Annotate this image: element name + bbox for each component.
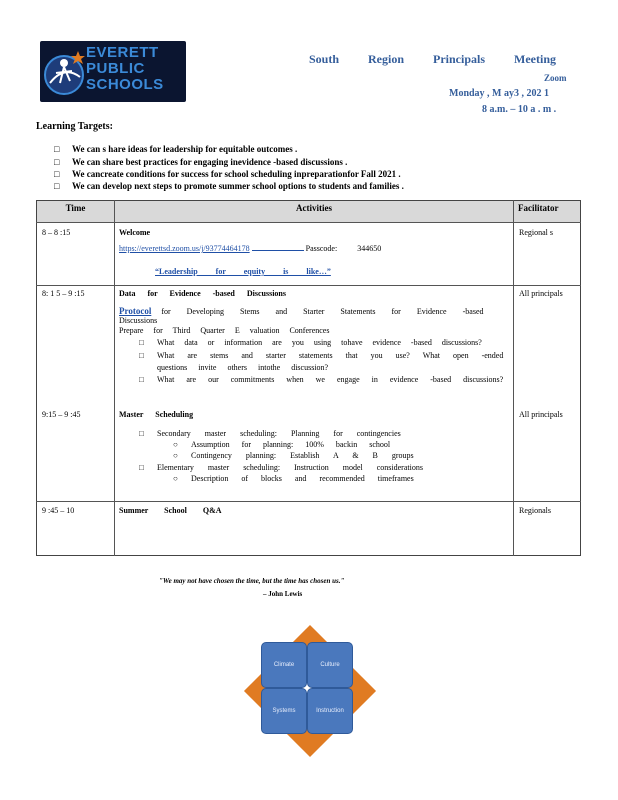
row-facilitator: Regional s [519, 228, 553, 237]
row-facilitator: Regionals [519, 506, 551, 515]
protocol-link[interactable]: Protocol [119, 306, 152, 316]
schedule-item: □ Secondary master scheduling: Planning for contingencies [139, 429, 401, 438]
learning-targets-heading: Learning Targets: [36, 121, 113, 132]
meeting-title: South Region Principals Meeting [309, 52, 557, 66]
row-title: Welcome [119, 228, 151, 237]
bullet-icon: □ [54, 181, 60, 191]
row-time: 8 – 8 :15 [42, 228, 71, 237]
learning-target-item: □ We can s hare ideas for leadership for equitable outcomes . [54, 144, 298, 154]
bullet-icon: □ [139, 463, 144, 472]
bullet-icon: □ [54, 169, 60, 179]
question-item: □ What are stems and starter statements that you use? What open -ended [139, 351, 504, 360]
logo-line-3: SCHOOLS [86, 76, 164, 93]
quote-text: "We may not have chosen the time, but the time has chosen us." [159, 577, 345, 585]
row-time: 9:15 – 9 :45 [42, 410, 81, 419]
bullet-icon: □ [54, 144, 60, 154]
column-divider [114, 200, 115, 556]
bullet-icon: □ [54, 157, 60, 167]
column-header-activities: Activities [115, 201, 513, 222]
row-divider [36, 285, 581, 286]
bullet-icon: □ [139, 375, 144, 384]
circle-bullet-icon: ○ [173, 440, 178, 449]
prepare-line: Prepare for Third Quarter E valuation Conferences [119, 326, 330, 335]
learning-target-item: □ We can develop next steps to promote summer school options to students and families . [54, 181, 404, 191]
row-title: Summer School Q&A [119, 506, 222, 515]
diagram-box-instruction: Instruction [307, 688, 353, 734]
passcode-label: Passcode: [305, 244, 338, 253]
logo-line-2: PUBLIC [86, 60, 145, 77]
link-underline [252, 250, 304, 251]
diagram-box-climate: Climate [261, 642, 307, 688]
meeting-time: 8 a.m. – 10 a . m . [482, 104, 557, 115]
row-divider [36, 222, 581, 223]
leadership-doc-link[interactable]: “Leadership for equity is like…” [155, 267, 331, 276]
question-item: □ What are our commitments when we engage in evidence -based discussions? [139, 375, 504, 384]
row-time: 9 :45 – 10 [42, 506, 75, 515]
bullet-icon: □ [139, 351, 144, 360]
bullet-icon: □ [139, 429, 144, 438]
row-divider [36, 501, 581, 502]
passcode-value: 344650 [357, 244, 382, 253]
quote-author: – John Lewis [263, 590, 303, 598]
column-divider [513, 200, 514, 556]
schedule-subitem: ○ Contingency planning: Establish A & B groups [173, 451, 414, 460]
row-facilitator: All principals [519, 289, 563, 298]
diagram-box-systems: Systems [261, 688, 307, 734]
schedule-subitem: ○ Assumption for planning: 100% backin school [173, 440, 391, 449]
logo-line-1: EVERETT [86, 44, 159, 61]
schedule-subitem: ○ Description of blocks and recommended timeframes [173, 474, 414, 483]
row-title: Data for Evidence -based Discussions [119, 289, 286, 298]
district-logo [40, 41, 186, 102]
column-header-facilitator: Facilitator [514, 201, 580, 222]
protocol-line-2: Discussions [119, 316, 158, 325]
bullet-icon: □ [139, 338, 144, 347]
row-facilitator: All principals [519, 410, 563, 419]
logo-emblem-icon [42, 45, 86, 99]
zoom-link-line [119, 244, 381, 254]
four-quadrant-diagram [250, 630, 370, 750]
column-header-time: Time [37, 201, 114, 222]
diagram-box-culture: Culture [307, 642, 353, 688]
protocol-line: Protocol for Developing Stems and Starter Statements for Evidence -based [119, 306, 484, 316]
meeting-location: Zoom [544, 73, 567, 83]
meeting-date: Monday , M ay3 , 202 1 [449, 88, 549, 99]
circle-bullet-icon: ○ [173, 474, 178, 483]
question-item-continued: questions invite others intothe discussion? [157, 363, 329, 372]
learning-target-item: □ We cancreate conditions for success for school scheduling inpreparationfor Fall 2021 . [54, 169, 401, 179]
zoom-meeting-link[interactable]: https://everettsd.zoom.us/j/93774464178 [119, 244, 250, 253]
row-title: Master Scheduling [119, 410, 194, 419]
schedule-item: □ Elementary master scheduling: Instruction model considerations [139, 463, 423, 472]
row-time: 8: 1 5 – 9 :15 [42, 289, 85, 298]
learning-target-item: □ We can share best practices for engaging inevidence -based discussions . [54, 157, 348, 167]
question-item: □ What data or information are you using tohave evidence -based discussions? [139, 338, 482, 347]
circle-bullet-icon: ○ [173, 451, 178, 460]
